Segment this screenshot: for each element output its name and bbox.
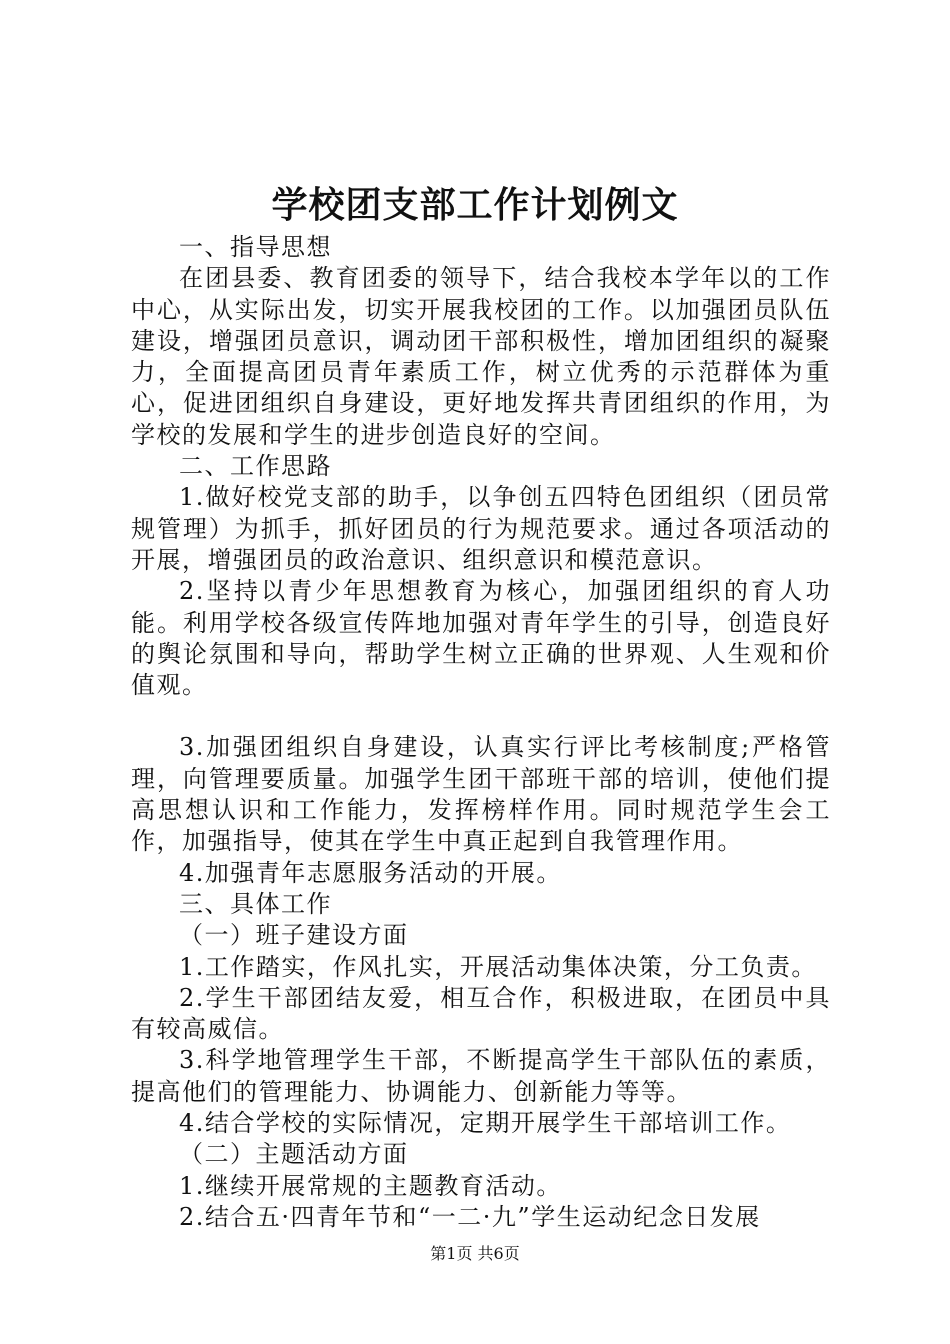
body-paragraph: 1.工作踏实，作风扎实，开展活动集体决策，分工负责。 (179, 952, 817, 981)
body-paragraph: 2.结合五·四青年节和“一二·九”学生运动纪念日发展 (179, 1202, 761, 1231)
paragraph-spacer (131, 701, 831, 732)
body-paragraph: 4.加强青年志愿服务活动的开展。 (179, 858, 562, 887)
body-paragraph: 3.科学地管理学生干部，不断提高学生干部队伍的素质，提高他们的管理能力、协调能力、创新能力等等。 (131, 1046, 831, 1106)
subsection-heading: （一）班子建设方面 (179, 921, 409, 950)
section-heading: 三、具体工作 (179, 889, 332, 918)
document-title: 学校团支部工作计划例文 (271, 184, 679, 226)
body-paragraph: 1.继续开展常规的主题教育活动。 (179, 1171, 562, 1200)
section-heading: 二、工作思路 (179, 452, 332, 481)
page-number-footer: 第1页 共6页 (430, 1244, 520, 1263)
body-paragraph: 2.学生干部团结友爱，相互合作，积极进取，在团员中具有较高威信。 (131, 983, 831, 1044)
body-paragraph: 在团县委、教育团委的领导下，结合我校本学年以的工作中心，从实际出发，切实开展我校团的工作。以加强团员队伍建设，增强团员意识，调动团干部积极性，增加团组织的凝聚力，全面提高团员青年素质工作，树立优秀的示范群体为重心，促进团组织自身建设，更好地发挥共青团组织的作用，为学校的发展和学生的进步创造良好的空间。 (131, 264, 831, 449)
document-body (131, 232, 831, 1233)
section-heading: 一、指导思想 (179, 233, 332, 261)
body-paragraph: 2.坚持以青少年思想教育为核心，加强团组织的育人功能。利用学校各级宣传阵地加强对青年学生的引导，创造良好的舆论氛围和导向，帮助学生树立正确的世界观、人生观和价值观。 (131, 577, 831, 700)
subsection-heading: （二）主题活动方面 (179, 1140, 409, 1169)
body-paragraph: 3.加强团组织自身建设，认真实行评比考核制度;严格管理，向管理要质量。加强学生团干部班干部的培训，使他们提高思想认识和工作能力，发挥榜样作用。同时规范学生会工作，加强指导，使其在学生中真正起到自我管理作用。 (131, 733, 831, 856)
body-paragraph: 4.结合学校的实际情况，定期开展学生干部培训工作。 (179, 1109, 792, 1138)
body-paragraph: 1.做好校党支部的助手，以争创五四特色团组织（团员常规管理）为抓手，抓好团员的行为规范要求。通过各项活动的开展，增强团员的政治意识、组织意识和模范意识。 (131, 483, 831, 574)
